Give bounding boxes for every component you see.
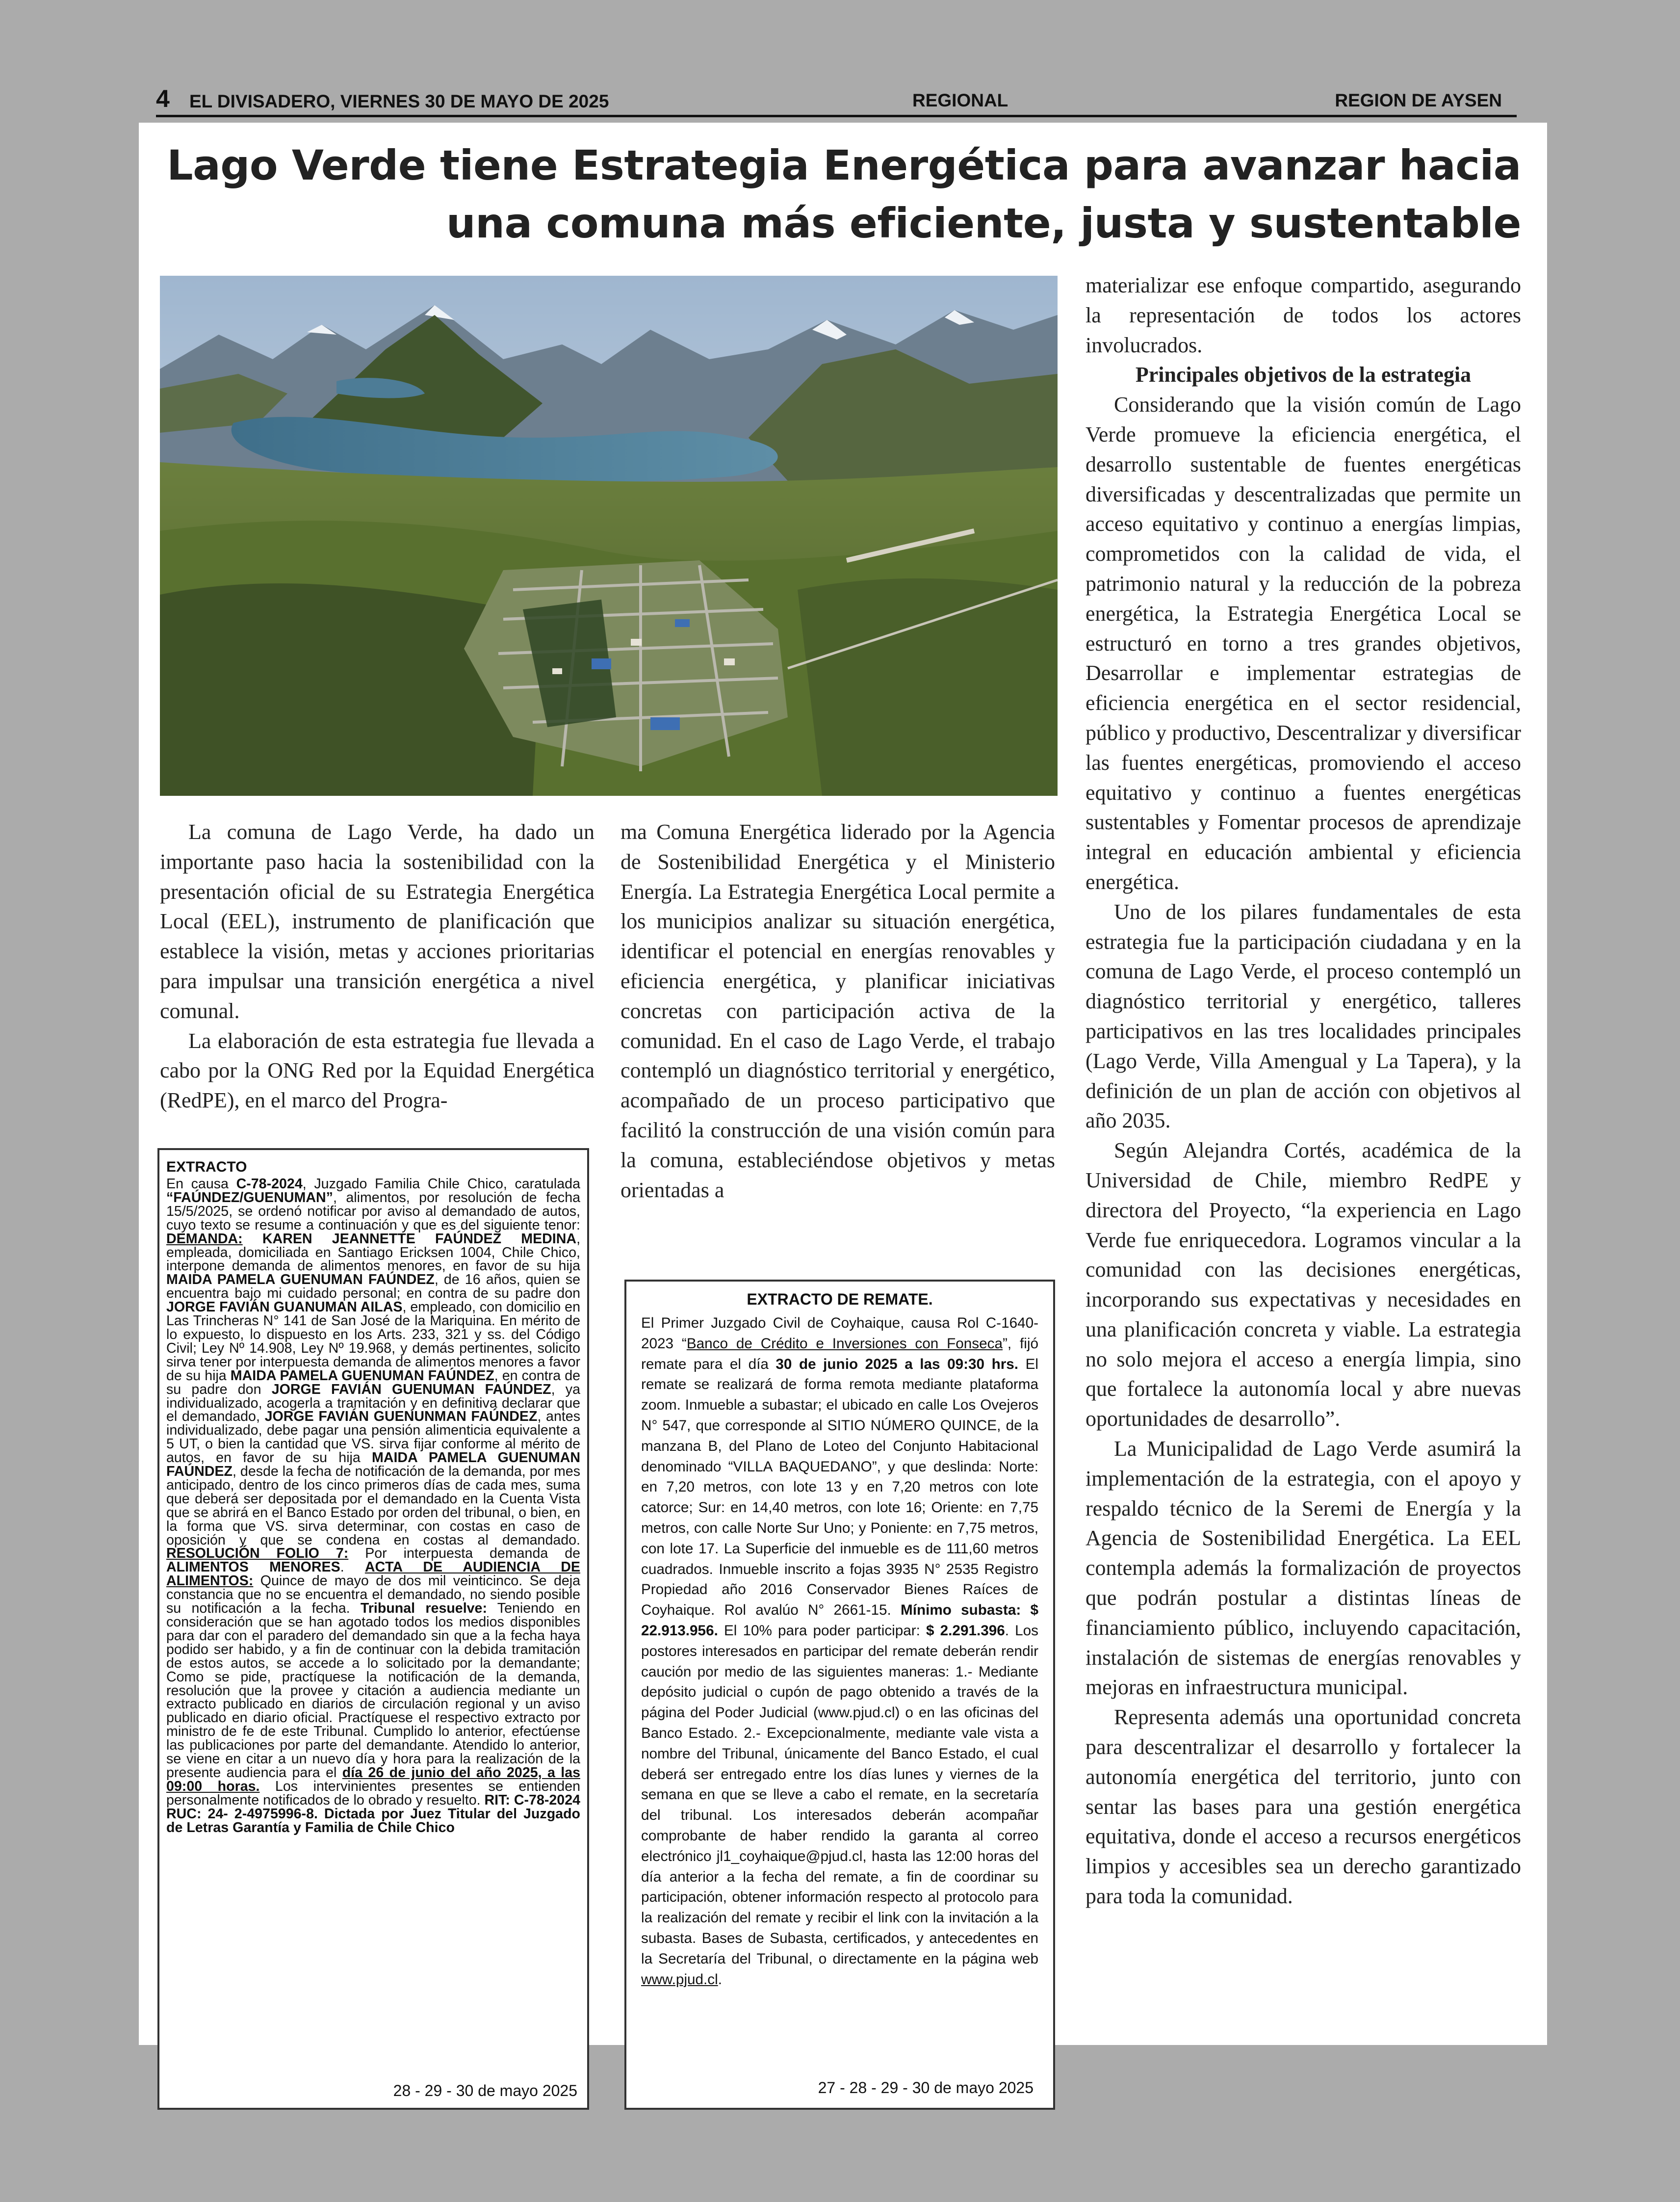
pjud-link[interactable]: www.pjud.cl	[641, 1971, 718, 1988]
region-name: REGION DE AYSEN	[1335, 90, 1502, 110]
remate-publication-dates: 27 - 28 - 29 - 30 de mayo 2025	[818, 2079, 1034, 2097]
article-paragraph: La Municipalidad de Lago Verde asumirá la implementación de la estrategia, con el apoyo y respaldo técnico de la Seremi de Energía y la Agencia de Sostenibilidad Energética. La EEL contempla además la formalización de proyectos que podrán postular a distintas líneas de financiamiento público, incluyendo capacitación, instalación de sistemas de energías renovables y mejoras en infraestructura municipal.	[1086, 1437, 1521, 1700]
article-paragraph: Representa además una oportunidad concreta para descentralizar el desarrollo y fortalecer la autonomía energética del territorio, junto con sentar las bases para una gestión energética equitativa, donde el acceso a recursos energéticos limpios y accesibles sea un derecho garantizado para toda la comunidad.	[1086, 1705, 1521, 1909]
legal-notice-remate	[624, 1280, 1055, 2110]
headline-line-1: Lago Verde tiene Estrategia Energética para avanzar hacia	[167, 141, 1521, 189]
article-paragraph: La comuna de Lago Verde, ha dado un importante paso hacia la sostenibilidad con la presentación oficial de su Estrategia Energética Local (EEL), instrumento de planificación que establece la visión, metas y acciones prioritarias para impulsar una transición energética a nivel comunal.	[160, 820, 594, 1023]
remate-body: El Primer Juzgado Civil de Coyhaique, causa Rol C-1640-2023 “Banco de Crédito e Inversiones con Fonseca”, fijó remate para el día 30 de junio 2025 a las 09:30 hrs. El remate se realizará de forma remota mediante plataforma zoom. Inmueble a subastar; el ubicado en calle Los Ovejeros N° 547, que corresponde al SITIO NÚMERO QUINCE, de la manzana B, del Plano de Loteo del Conjunto Habitacional denominado “VILLA BAQUEDANO”, y que deslinda: Norte: en 7,20 metros, con lote 13 y en 7,20 metros con lote catorce; Sur: en 14,40 metros, con lote 16; Oriente: en 7,75 metros, con calle Norte Sur Uno; y Poniente: en 7,75 metros, con lote 17. La Superficie del inmueble es de 111,60 metros cuadrados. Inmueble inscrito a fojas 3935 N° 2535 Registro Propiedad año 2016 Conservador Bienes Raíces de Coyhaique. Rol avalúo N° 2661-15. Mínimo subasta: $ 22.913.956. El 10% para poder participar: $ 2.291.396. Los postores interesados en participar del remate deberán rendir caución por medio de las siguientes maneras: 1.- Mediante depósito judicial o cupón de pago obtenido a través de la página del Poder Judicial (www.pjud.cl) o en las oficinas del Banco Estado. 2.- Excepcionalmente, mediante vale vista a nombre del Tribunal, únicamente del Banco Estado, el cual deberá ser entregado entre los días lunes y viernes de la semana en que se lleve a cabo el remate, en la secretaría del tribunal. Los interesados deberán acompañar comprobante de haber rendido la garanta al correo electrónico jl1_coyhaique@pjud.cl, hasta las 12:00 horas del día anterior a la fecha del remate, a fin de coordinar su participación, obtener información respecto al protocolo para la realización del remate y recibir el link con la invitación a la subasta. Bases de Subasta, certificados, y antecedentes en la Secretaría del Tribunal, o directamente en la página web www.pjud.cl.	[641, 1315, 1038, 1988]
article-paragraph: La elaboración de esta estrategia fue llevada a cabo por la ONG Red por la Equidad Energética (RedPE), en el marco del Progra-	[160, 1028, 594, 1113]
article-column-2	[620, 817, 1055, 1205]
article-paragraph: materializar ese enfoque compartido, asegurando la representación de todos los actores involucrados.	[1086, 273, 1521, 357]
headline-line-2: una comuna más eficiente, justa y sustentable	[446, 199, 1521, 247]
article-paragraph: Según Alejandra Cortés, académica de la Universidad de Chile, miembro RedPE y directora del Proyecto, “la experiencia en Lago Verde fue enriquecedora. Logramos vincular a la comunidad con las decisiones energéticas, incorporando sus expectativas y necesidades en una planificación concreta y viable. La estrategia no solo mejora el acceso a energía limpia, sino que fortalece la autonomía local y abre nuevas oportunidades de desarrollo”.	[1086, 1138, 1521, 1431]
remate-title: EXTRACTO DE REMATE.	[747, 1290, 933, 1308]
aerial-photo-lago-verde	[160, 276, 1058, 796]
article-paragraph: Considerando que la visión común de Lago Verde promueve la eficiencia energética, el desarrollo sustentable de fuentes energéticas diversificadas y descentralizadas que permite un acceso equitativo y continuo a energías limpias, comprometidos con la calidad de vida, el patrimonio natural y la reducción de la pobreza energética, la Estrategia Energética Local se estructuró en torno a tres grandes objetivos, Desarrollar e implementar estrategias de eficiencia energética en el sector residencial, público y productivo, Descentralizar y diversificar las fuentes energéticas, promoviendo el acceso equitativo y continuo a fuentes energéticas sustentables y Fomentar procesos de aprendizaje integral en educación ambiental y eficiencia energética.	[1086, 393, 1521, 894]
article-paragraph: ma Comuna Energética liderado por la Agencia de Sostenibilidad Energética y el Ministerio Energía. La Estrategia Energética Local permite a los municipios analizar su situación energética, identificar el potencial en energías renovables y eficiencia energética, y planificar iniciativas concretas con participación activa de la comunidad. En el caso de Lago Verde, el trabajo contempló un diagnóstico territorial y energético, acompañado de un proceso participativo que facilitó la construcción de una visión común para la comuna, estableciéndose objetivos y metas orientadas a	[620, 820, 1055, 1202]
article-paragraph: Uno de los pilares fundamentales de esta estrategia fue la participación ciudadana y en la comuna de Lago Verde, el proceso contempló un diagnóstico territorial y energético, talleres participativos en las tres localidades principales (Lago Verde, Villa Amengual y La Tapera), y la definición de un plan de acción con objetivos al año 2035.	[1086, 899, 1521, 1133]
page-header	[156, 86, 1517, 117]
extracto-publication-dates: 28 - 29 - 30 de mayo 2025	[393, 2082, 577, 2099]
article-subheading: Principales objetivos de la estrategia	[1135, 363, 1472, 387]
newspaper-page	[139, 123, 1547, 2099]
article-column-1	[160, 817, 594, 1116]
extracto-title: EXTRACTO	[166, 1159, 247, 1175]
extracto-body: En causa C-78-2024, Juzgado Familia Chile Chico, caratulada “FAÚNDEZ/GUENUMAN”, alimentos, por resolución de fecha 15/5/2025, se ordenó notificar por aviso al demandado de autos, cuyo texto se resume a continuación y que es del siguiente tenor: DEMANDA: KAREN JEANNETTE FAÚNDEZ MEDINA, empleada, domiciliada en Santiago Ericksen 1004, Chile Chico, interpone demanda de alimentos menores, en favor de su hija MAIDA PAMELA GUENUMAN FAÚNDEZ, de 16 años, quien se encuentra bajo mi cuidado personal; en contra de su padre don JORGE FAVIÁN GUANUMAN AILAS, empleado, con domicilio en Las Trincheras N° 141 de San José de la Mariquina. En mérito de lo expuesto, lo dispuesto en los Arts. 233, 321 y ss. del Código Civil; Ley Nº 14.908, Ley Nº 19.968, y demás pertinentes, solicito sirva tener por interpuesta demanda de alimentos menores a favor de su hija MAIDA PAMELA GUENUMAN FAÚNDEZ, en contra de su padre don JORGE FAVIÁN GUENUMAN FAÚNDEZ, ya individualizado, acogerla a tramitación y en definitiva declarar que el demandado, JORGE FAVIÁN GUENUNMAN FAÚNDEZ, antes individualizado, debe pagar una pensión alimenticia equivalente a 5 UT, o bien la cantidad que VS. sirva fijar conforme al mérito de autos, en favor de su hija MAIDA PAMELA GUENUMAN FAÚNDEZ, desde la fecha de notificación de la demanda, por mes anticipado, dentro de los cinco primeros días de cada mes, suma que deberá ser depositada por el demandado en la Cuenta Vista que se abrirá en el Banco Estado por orden del tribunal, o bien, en la forma que VS. sirva determinar, con costas en caso de oposición y que se condena en costas al demandado. RESOLUCIÓN FOLIO 7: Por interpuesta demanda de ALIMENTOS MENORES. ACTA DE AUDIENCIA DE ALIMENTOS: Quince de mayo de dos mil veinticinco. Se deja constancia que no se encuentra el demandado, no siendo posible su notificación a la fecha. Tribunal resuelve: Teniendo en consideración que se han agotado todos los medios disponibles para dar con el paradero del demandado sin que a la fecha haya podido ser habido, y a fin de continuar con la debida tramitación de estos autos, se accede a lo solicitado por la demandante; Como se pide, practíquese la notificación de la demanda, resolución que la provee y citación a audiencia mediante un extracto publicado en diarios de circulación regional y un aviso publicado en diario oficial. Practíquese el respectivo extracto por ministro de fe de este Tribunal. Cumplido lo anterior, efectúense las publicaciones por parte del demandante. Atendido lo anterior, se viene en citar a un nuevo día y hora para la realización de la presente audiencia para el día 26 de junio del año 2025, a las 09:00 horas. Los intervinientes presentes se entienden personalmente notificados de lo obrado y resuelto. RIT: C-78-2024 RUC: 24- 2-4975996-8. Dictada por Juez Titular del Juzgado de Letras Garantía y Familia de Chile Chico	[166, 1176, 581, 1835]
section-name: REGIONAL	[912, 90, 1008, 110]
article-headline	[139, 136, 1521, 252]
publication-date: EL DIVISADERO, VIERNES 30 DE MAYO DE 2025	[189, 91, 609, 111]
page-number: 4	[156, 85, 170, 112]
legal-notice-extracto	[157, 1148, 589, 2110]
article-column-3	[1086, 271, 1521, 1912]
